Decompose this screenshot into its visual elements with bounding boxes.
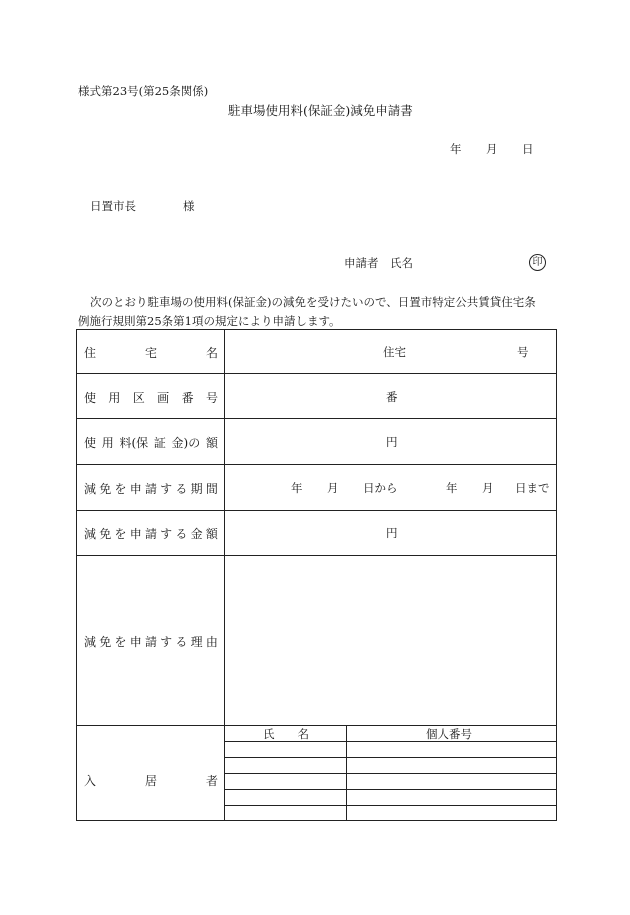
form-title: 駐車場使用料(保証金)減免申請書 — [228, 103, 413, 118]
period-start-day: 日から — [363, 481, 398, 495]
intro-line-1: 次のとおり駐車場の使用料(保証金)の減免を受けたいので、日置市特定公共賃貸住宅条 — [90, 295, 536, 309]
label-exemption-period: 減 免 を 申 請 す る 期 間 — [84, 482, 218, 496]
addressee: 日置市長 — [90, 199, 136, 213]
residents-col-name: 氏 名 — [263, 727, 309, 741]
date-month-label: 月 — [486, 142, 498, 156]
table-divider — [224, 329, 225, 821]
reason-field[interactable] — [230, 560, 550, 720]
applicant-label: 申請者 — [344, 256, 379, 270]
period-start-year: 年 — [291, 481, 303, 495]
row-divider — [76, 418, 557, 419]
label-residents: 入 居 者 — [84, 774, 218, 788]
value-parking-number: 番 — [386, 390, 398, 404]
period-end-day: 日まで — [515, 481, 550, 495]
resident-id-cell[interactable] — [350, 742, 554, 757]
date-day-label: 日 — [522, 142, 534, 156]
label-exemption-reason: 減 免 を 申 請 す る 理 由 — [84, 635, 218, 649]
row-divider — [76, 373, 557, 374]
value-fee-amount: 円 — [386, 435, 398, 449]
applicant-name-label: 氏名 — [390, 256, 413, 270]
value-exemption-amount: 円 — [386, 526, 398, 540]
label-parking-number: 使 用 区 画 番 号 — [84, 391, 218, 405]
row-divider — [76, 464, 557, 465]
label-housing-name: 住 宅 名 — [84, 346, 218, 360]
seal-mark: 印 — [529, 254, 546, 271]
row-divider — [76, 510, 557, 511]
period-start-month: 月 — [327, 481, 339, 495]
date-year-label: 年 — [450, 142, 462, 156]
resident-id-cell[interactable] — [350, 806, 554, 820]
value-unit-number: 号 — [517, 345, 529, 359]
resident-id-cell[interactable] — [350, 774, 554, 789]
intro-line-2: 例施行規則第25条第1項の規定により申請します。 — [78, 314, 341, 328]
row-divider — [76, 725, 557, 726]
label-exemption-amount: 減 免 を 申 請 す る 金 額 — [84, 527, 218, 541]
residents-col-id: 個人番号 — [426, 727, 472, 741]
resident-name-cell[interactable] — [228, 806, 344, 820]
resident-name-cell[interactable] — [228, 790, 344, 805]
resident-id-cell[interactable] — [350, 758, 554, 773]
form-number: 様式第23号(第25条関係) — [78, 84, 209, 98]
period-end-month: 月 — [482, 481, 494, 495]
period-end-year: 年 — [446, 481, 458, 495]
resident-name-cell[interactable] — [228, 774, 344, 789]
addressee-honorific: 様 — [183, 199, 195, 213]
row-divider — [76, 555, 557, 556]
resident-name-cell[interactable] — [228, 758, 344, 773]
label-fee-amount: 使 用 料(保 証 金)の 額 — [84, 436, 218, 450]
value-housing: 住宅 — [383, 345, 406, 359]
resident-name-cell[interactable] — [228, 742, 344, 757]
resident-id-cell[interactable] — [350, 790, 554, 805]
